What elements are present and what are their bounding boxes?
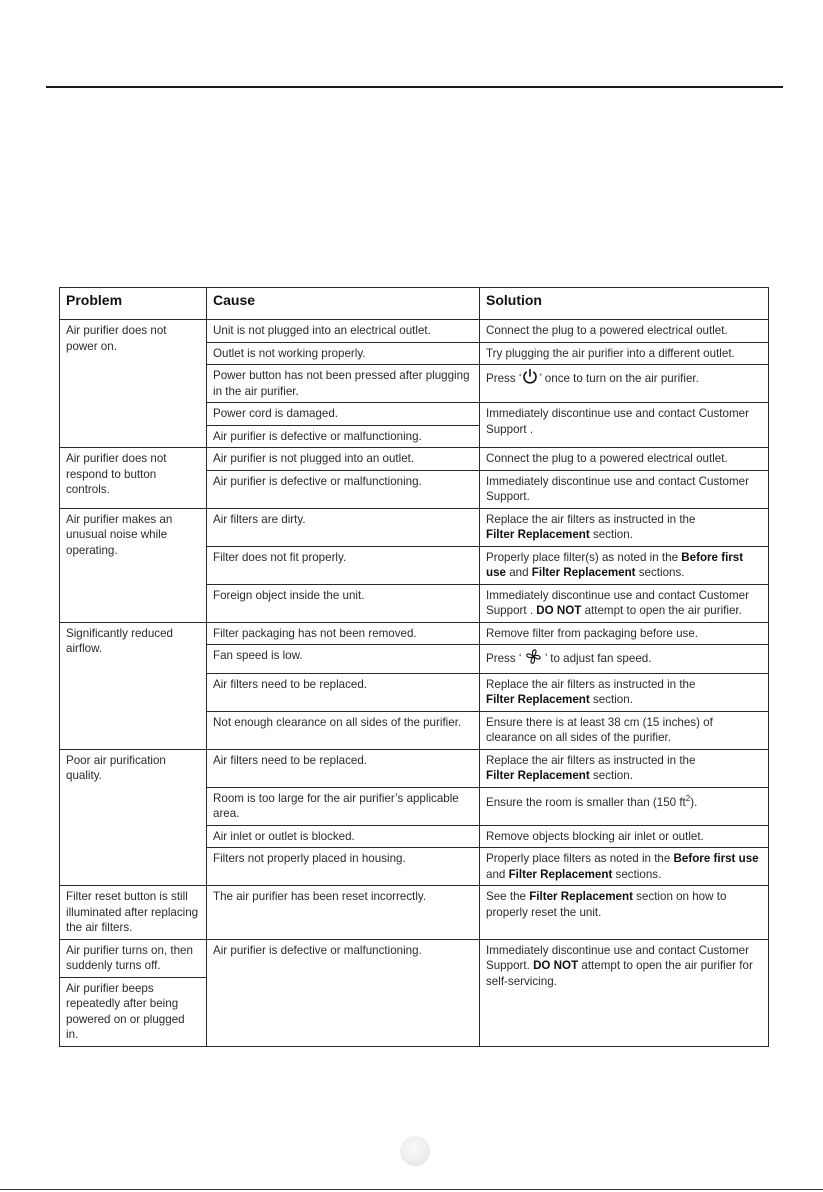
solution-text: section. xyxy=(589,693,633,706)
solution-text: attempt to open the air purifier for self-servicing. xyxy=(486,959,753,988)
cause-cell: Filter does not fit properly. xyxy=(207,546,480,584)
solution-cell: Remove objects blocking air inlet or outlet. xyxy=(480,825,769,848)
solution-text: ’ once to turn on the air purifier. xyxy=(539,372,699,385)
solution-cell xyxy=(480,848,769,886)
cause-cell: The air purifier has been reset incorrectly. xyxy=(207,886,480,940)
solution-cell xyxy=(480,546,769,584)
cause-cell: Filter packaging has not been removed. xyxy=(207,622,480,645)
solution-cell: Connect the plug to a powered electrical outlet. xyxy=(480,320,769,343)
cause-cell: Air purifier is defective or malfunctioning. xyxy=(207,470,480,508)
solution-text: Properly place filters as noted in the xyxy=(486,852,674,865)
table-row xyxy=(60,886,769,940)
cause-cell: Air filters need to be replaced. xyxy=(207,749,480,787)
solution-cell xyxy=(480,365,769,403)
cause-cell: Unit is not plugged into an electrical outlet. xyxy=(207,320,480,343)
cause-cell: Air inlet or outlet is blocked. xyxy=(207,825,480,848)
cause-cell: Filters not properly placed in housing. xyxy=(207,848,480,886)
solution-cell xyxy=(480,787,769,825)
solution-cell xyxy=(480,749,769,787)
solution-text: sections. xyxy=(635,566,685,579)
cause-cell: Fan speed is low. xyxy=(207,645,480,674)
cause-cell: Foreign object inside the unit. xyxy=(207,584,480,622)
page-number-marker xyxy=(400,1136,430,1166)
before-first-use-ref: Before first use xyxy=(673,852,759,865)
filter-replacement-ref: Filter Replacement xyxy=(486,769,590,782)
solution-cell: Try plugging the air purifier into a different outlet. xyxy=(480,342,769,365)
solution-text: Ensure the room is smaller than (150 ft xyxy=(486,795,686,809)
table-row xyxy=(60,749,769,787)
solution-text: Press ‘ xyxy=(486,652,525,665)
cause-cell: Outlet is not working properly. xyxy=(207,342,480,365)
problem-cell: Air purifier beeps repeatedly after being powered on or plugged in. xyxy=(60,977,207,1046)
cause-cell: Air filters are dirty. xyxy=(207,508,480,546)
solution-cell xyxy=(480,673,769,711)
footer-rule xyxy=(0,1189,823,1190)
troubleshooting-table xyxy=(59,287,769,1047)
cause-cell: Power button has not been pressed after plugging in the air purifier. xyxy=(207,365,480,403)
header-rule xyxy=(46,86,783,88)
header-solution: Solution xyxy=(480,288,769,320)
problem-cell: Air purifier makes an unusual noise while operating. xyxy=(60,508,207,622)
solution-cell xyxy=(480,939,769,1046)
solution-text: and xyxy=(505,566,532,579)
solution-text: Press ‘ xyxy=(486,372,522,385)
table-row xyxy=(60,320,769,343)
solution-cell: Immediately discontinue use and contact Customer Support. xyxy=(480,470,769,508)
solution-cell: Immediately discontinue use and contact Customer Support . xyxy=(480,403,769,448)
header-cause: Cause xyxy=(207,288,480,320)
problem-cell: Significantly reduced airflow. xyxy=(60,622,207,749)
before-first-use-ref: Before first use xyxy=(486,550,744,579)
solution-cell xyxy=(480,886,769,940)
solution-text: See the xyxy=(486,890,530,903)
filter-replacement-ref: Filter Replacement xyxy=(508,867,613,881)
table-row xyxy=(60,448,769,471)
solution-text: sections. xyxy=(612,867,662,881)
filter-replacement-ref: Filter Replacement xyxy=(529,890,633,903)
table-row xyxy=(60,508,769,546)
solution-text: section on how to properly reset the unit. xyxy=(486,890,727,919)
solution-text: Properly place filter(s) as noted in the xyxy=(486,550,682,564)
table-row xyxy=(60,622,769,645)
do-not-warning: DO NOT xyxy=(536,604,582,617)
solution-text: ’ to adjust fan speed. xyxy=(541,652,652,665)
problem-cell: Air purifier does not respond to button controls. xyxy=(60,448,207,509)
filter-replacement-ref: Filter Replacement xyxy=(486,528,590,541)
table-row xyxy=(60,939,769,977)
problem-cell: Air purifier turns on, then suddenly turns off. xyxy=(60,939,207,977)
solution-cell xyxy=(480,508,769,546)
solution-text: Replace the air filters as instructed in the xyxy=(486,677,696,691)
solution-text: section. xyxy=(589,528,633,541)
solution-text: attempt to open the air purifier. xyxy=(581,604,742,617)
solution-text: Immediately discontinue use and contact Customer Support . xyxy=(486,588,749,617)
filter-replacement-ref: Filter Replacement xyxy=(486,693,590,706)
solution-cell: Connect the plug to a powered electrical outlet. xyxy=(480,448,769,471)
problem-cell: Filter reset button is still illuminated after replacing the air filters. xyxy=(60,886,207,940)
solution-cell xyxy=(480,645,769,674)
fan-icon xyxy=(525,648,542,670)
solution-cell xyxy=(480,584,769,622)
problem-cell: Air purifier does not power on. xyxy=(60,320,207,448)
solution-text: section. xyxy=(589,769,633,782)
cause-cell: Air filters need to be replaced. xyxy=(207,673,480,711)
solution-text: Replace the air filters as instructed in the xyxy=(486,512,696,526)
power-icon xyxy=(521,368,539,390)
cause-cell: Air purifier is defective or malfunctioning. xyxy=(207,939,480,1046)
solution-text: Immediately discontinue use and contact Customer Support. xyxy=(486,943,749,972)
cause-cell: Not enough clearance on all sides of the purifier. xyxy=(207,711,480,749)
cause-cell: Power cord is damaged. xyxy=(207,403,480,426)
cause-cell: Air purifier is defective or malfunctioning. xyxy=(207,425,480,448)
solution-text: and xyxy=(486,867,509,881)
do-not-warning: DO NOT xyxy=(533,959,579,972)
superscript: 2 xyxy=(685,793,691,803)
solution-cell: Remove filter from packaging before use. xyxy=(480,622,769,645)
filter-replacement-ref: Filter Replacement xyxy=(531,566,636,579)
cause-cell: Air purifier is not plugged into an outlet. xyxy=(207,448,480,471)
problem-cell: Poor air purification quality. xyxy=(60,749,207,886)
cause-cell: Room is too large for the air purifier’s applicable area. xyxy=(207,787,480,825)
solution-text: ). xyxy=(690,795,698,809)
solution-text: Replace the air filters as instructed in the xyxy=(486,753,696,767)
solution-cell: Ensure there is at least 38 cm (15 inches) of clearance on all sides of the purifier. xyxy=(480,711,769,749)
header-problem: Problem xyxy=(60,288,207,320)
table-header-row xyxy=(60,288,769,320)
